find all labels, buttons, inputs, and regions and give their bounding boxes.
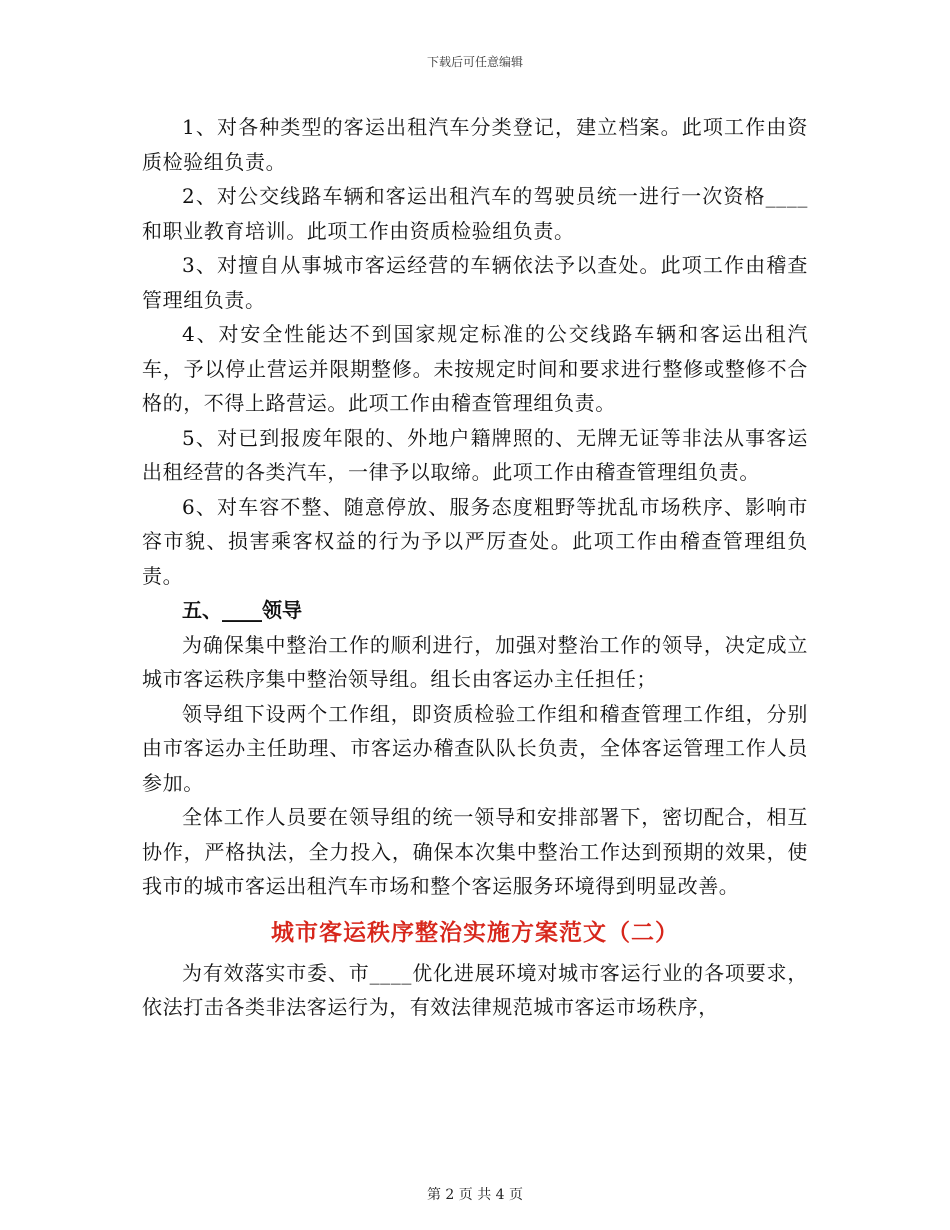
paragraph-item-5: 5、对已到报废年限的、外地户籍牌照的、无牌无证等非法从事客运出租经营的各类汽车，一律予以取缔。此项工作由稽查管理组负责。 (142, 425, 808, 484)
paragraph-intro: 为有效落实市委、市____优化进展环境对城市客运行业的各项要求，依法打击各类非法客运行为，有效法律规范城市客运市场秩序， (142, 960, 808, 1019)
paragraph-item-2: 2、对公交线路车辆和客运出租汽车的驾驶员统一进行一次资格____和职业教育培训。此项工作由资质检验组负责。 (142, 184, 808, 243)
paragraph-item-4: 4、对安全性能达不到国家规定标准的公交线路车辆和客运出租汽车，予以停止营运并限期整修。未按规定时间和要求进行整修或整修不合格的，不得上路营运。此项工作由稽查管理组负责。 (142, 322, 808, 415)
document-body (142, 110, 808, 1025)
paragraph-leadership-2: 领导组下设两个工作组，即资质检验工作组和稽查管理工作组，分别由市客运办主任助理、市客运办稽查队队长负责，全体客运管理工作人员参加。 (142, 701, 808, 795)
page-header: 下载后可任意编辑 (426, 55, 523, 69)
page-footer: 第 2 页 共 4 页 (426, 1187, 524, 1203)
paragraph-item-3: 3、对擅自从事城市客运经营的车辆依法予以查处。此项工作由稽查管理组负责。 (142, 253, 808, 312)
document-title: 城市客运秩序整治实施方案范文（二） (271, 919, 679, 946)
paragraph-leadership-1: 为确保集中整治工作的顺利进行，加强对整治工作的领导，决定成立城市客运秩序集中整治领导组。组长由客运办主任担任； (142, 632, 808, 691)
paragraph-item-6: 6、对车容不整、随意停放、服务态度粗野等扰乱市场秩序、影响市容市貌、损害乘客权益的行为予以严厉查处。此项工作由稽查管理组负责。 (142, 494, 808, 588)
paragraph-item-1: 1、对各种类型的客运出租汽车分类登记，建立档案。此项工作由资质检验组负责。 (142, 115, 808, 174)
section-heading: 五、____领导 (182, 598, 302, 622)
paragraph-leadership-3: 全体工作人员要在领导组的统一领导和安排部署下，密切配合，相互协作，严格执法，全力投入，确保本次集中整治工作达到预期的效果，使我市的城市客运出租汽车市场和整个客运服务环境得到明显改善。 (142, 805, 808, 898)
